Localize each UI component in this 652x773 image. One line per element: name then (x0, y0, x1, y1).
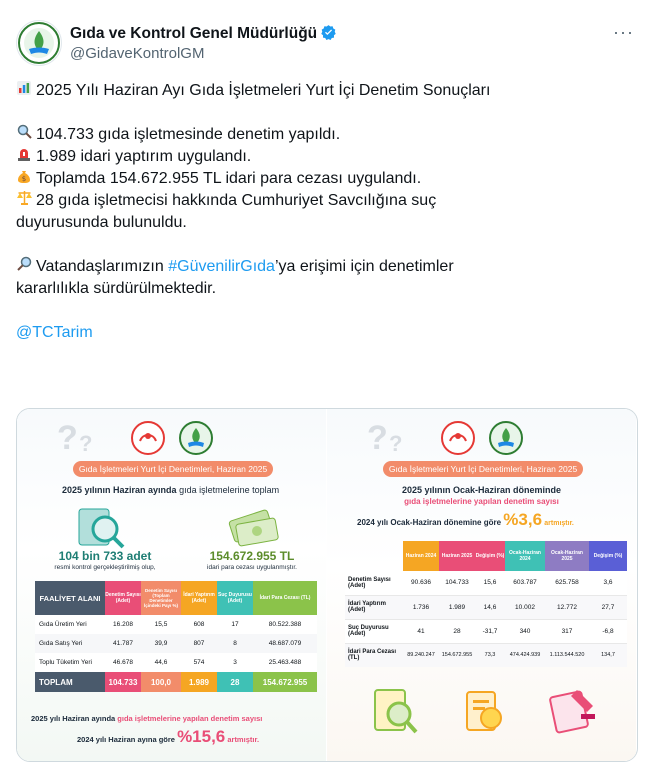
siren-icon (16, 146, 32, 168)
question-mark-decoration: ? (367, 419, 388, 457)
row-label: Suç Duyurusu (Adet) (348, 625, 389, 637)
left-ribbon: Gıda İşletmeleri Yurt İçi Denetimleri, Haziran 2025 (73, 461, 273, 477)
row-cell: 27,7 (601, 603, 615, 611)
right-table (345, 541, 627, 667)
tweet-line-5-post: ’ya erişimi için denetimler (274, 258, 454, 275)
table-row (345, 595, 627, 619)
row-cell: 340 (519, 627, 531, 635)
row-cell: 28 (453, 627, 461, 635)
right-header-h1-2024: Ocak-Haziran 2024 (505, 541, 545, 571)
total-label: TOPLAM (35, 672, 105, 692)
row-cell: 16.208 (113, 621, 133, 628)
row-label: İdari Para Cezası (TL) (348, 649, 397, 662)
left-header-share: Denetim Sayısı (Toplam Denetimler İçindeki Payı %) (141, 581, 181, 615)
right-intro-2-text: gıda işletmelerine yapılan denetim sayısı (404, 497, 559, 506)
row-cell: 25.463.488 (268, 659, 302, 666)
infographic-left[interactable] (17, 409, 326, 761)
left-header-fine: İdari Para Cezası (TL) (253, 581, 317, 615)
table-row (345, 571, 627, 595)
magnifier-icon (16, 124, 32, 146)
row-cell: 15,6 (483, 579, 497, 587)
row-label: Toplu Tüketim Yeri (39, 659, 92, 666)
tweet-line-2-text: 1.989 idari yaptırım uygulandı. (36, 148, 252, 165)
scales-icon (16, 190, 32, 212)
left-header-count: Denetim Sayısı (Adet) (105, 581, 141, 615)
left-intro (62, 485, 279, 495)
hashtag-link[interactable]: #GüvenilirGıda (168, 258, 275, 275)
stat-fines: 154.672.955 TL (209, 549, 295, 563)
right-header-change1: Değişim (%) (475, 541, 505, 571)
left-footnote-1 (31, 714, 262, 723)
account-name[interactable] (70, 24, 337, 43)
row-cell: 1.113.544.520 (549, 652, 585, 659)
row-cell: 14,6 (483, 603, 497, 611)
row-cell: 44,6 (154, 659, 168, 666)
table-row (345, 643, 627, 667)
stat-inspections: 104 bin 733 adet (58, 549, 152, 563)
right-ribbon: Gıda İşletmeleri Yurt İçi Denetimleri, Haziran 2025 (383, 461, 583, 477)
row-cell: 17 (231, 621, 239, 628)
total-cell: 28 (217, 672, 253, 692)
tweet-line-1-text: 104.733 gıda işletmesinde denetim yapıldı. (36, 126, 341, 143)
tweet-line-4b: duyurusunda bulunuldu. (16, 214, 187, 231)
right-header-blank (345, 541, 403, 571)
row-cell: 39,9 (154, 640, 168, 647)
more-icon[interactable]: ··· (613, 22, 634, 42)
tweet-line-5b: kararlılıkla sürdürülmektedir. (16, 280, 217, 297)
question-mark-decoration-small: ? (389, 431, 403, 456)
right-header-h1-2025: Ocak-Haziran 2025 (545, 541, 589, 571)
row-cell: 15,5 (154, 621, 168, 628)
ministry-logo (441, 421, 475, 455)
stat-inspections-caption: resmi kontrol gerçekleştirilmiş olup, (54, 564, 156, 571)
infographic-right[interactable] (327, 409, 636, 761)
row-cell: 807 (193, 640, 205, 647)
inspection-illustration (69, 505, 131, 549)
tweet-line-3-text: Toplamda 154.672.955 TL idari para cezası uygulandı. (36, 170, 422, 187)
row-cell: 8 (233, 640, 237, 647)
row-cell: -6,8 (602, 627, 614, 635)
total-cell: 1.989 (181, 672, 217, 692)
right-table-header (345, 541, 627, 571)
ministry-logo (131, 421, 165, 455)
row-cell: 41.787 (113, 640, 133, 647)
table-row (35, 634, 317, 653)
left-table (35, 581, 317, 692)
row-cell: 3,6 (603, 579, 613, 587)
tweet-text (16, 80, 616, 344)
tweet-title: 2025 Yılı Haziran Ayı Gıda İşletmeleri Yurt İçi Denetim Sonuçları (36, 82, 491, 99)
right-header-jun2025: Haziran 2025 (439, 541, 475, 571)
right-header-jun2024: Haziran 2024 (403, 541, 439, 571)
right-intro-2 (327, 497, 636, 506)
row-cell: 1.989 (448, 603, 466, 611)
question-mark-decoration: ? (57, 419, 78, 457)
row-cell: 48.687.079 (268, 640, 302, 647)
left-header-activity: FAALİYET ALANI (35, 581, 105, 615)
row-cell: 474.424.939 (509, 652, 541, 659)
money-bag-icon (16, 168, 32, 190)
row-label: Gıda Üretim Yeri (39, 621, 87, 628)
row-cell: 73,3 (484, 652, 496, 659)
table-row (35, 615, 317, 634)
inspection-illustration (367, 684, 419, 736)
row-cell: 3 (233, 659, 237, 666)
left-foot2-post: artmıştır. (225, 735, 260, 744)
right-intro-3-text: 2024 yılı Ocak-Haziran dönemine göre (357, 518, 502, 527)
svg-text:$: $ (21, 175, 27, 183)
account-name-text[interactable]: Gıda ve Kontrol Genel Müdürlüğü (70, 25, 318, 42)
row-cell: 134,7 (601, 652, 615, 659)
avatar[interactable] (16, 20, 62, 66)
row-label: Denetim Sayısı (Adet) (348, 576, 391, 589)
right-percent: %3,6 (503, 510, 543, 529)
row-cell: 317 (561, 627, 573, 635)
row-cell: 625.758 (555, 579, 579, 587)
row-cell: 104.733 (445, 579, 469, 587)
complaint-illustration (547, 684, 599, 736)
gkgm-logo (489, 421, 523, 455)
tweet-line-3 (16, 168, 616, 190)
left-header-sanction: İdari Yaptırım (Adet) (181, 581, 217, 615)
row-label: İdari Yaptırım (Adet) (348, 601, 386, 613)
fine-illustration (457, 684, 509, 736)
left-intro-rest: gıda işletmelerine toplam (176, 485, 280, 495)
row-cell: 90.636 (411, 579, 431, 587)
tweet-line-1 (16, 124, 616, 146)
media-grid[interactable] (16, 408, 638, 762)
question-mark-decoration-small: ? (79, 431, 93, 456)
row-cell: 1.736 (412, 603, 430, 611)
account-handle[interactable]: @GidaveKontrolGM (70, 45, 205, 62)
left-table-header (35, 581, 317, 615)
table-row (35, 653, 317, 672)
tweet-line-2 (16, 146, 616, 168)
row-cell: 41 (417, 627, 425, 635)
right-percent-post: artmıştır. (544, 520, 574, 527)
row-cell: 10.002 (515, 603, 535, 611)
left-foot1-highlight: gıda işletmelerine yapılan denetim sayısı (117, 714, 263, 723)
total-cell: 154.672.955 (253, 672, 317, 692)
left-intro-bold: 2025 yılının Haziran ayında (62, 485, 177, 495)
left-header-complaint: Suç Duyurusu (Adet) (217, 581, 253, 615)
table-row (345, 619, 627, 643)
total-cell: 100,0 (141, 672, 181, 692)
left-footnote-2 (77, 727, 259, 747)
row-cell: 46.678 (113, 659, 133, 666)
search-icon (16, 256, 32, 278)
mention-link[interactable]: @TCTarim (16, 324, 93, 341)
money-illustration (223, 505, 283, 549)
table-total-row (35, 672, 317, 692)
row-cell: 12.772 (557, 603, 577, 611)
tweet-line-5 (16, 256, 616, 278)
left-foot1-pre: 2025 yılı Haziran ayında (31, 714, 118, 723)
right-intro-3 (357, 510, 574, 530)
left-foot2-percent: %15,6 (177, 727, 226, 746)
gkgm-logo (179, 421, 213, 455)
chart-icon (16, 80, 32, 102)
row-label: Gıda Satış Yeri (39, 640, 83, 647)
verified-icon (320, 24, 337, 41)
row-cell: 80.522.388 (268, 621, 302, 628)
tweet-line-5-pre: Vatandaşlarımızın (36, 258, 169, 275)
tweet-title-line (16, 80, 616, 102)
row-cell: 89.240.247 (407, 652, 435, 659)
row-cell: 154.672.955 (441, 652, 473, 659)
row-cell: -31,7 (482, 627, 498, 635)
row-cell: 603.787 (513, 579, 537, 587)
right-header-change2: Değişim (%) (589, 541, 627, 571)
right-intro-1: 2025 yılının Ocak-Haziran döneminde (401, 485, 562, 495)
row-cell: 608 (193, 621, 205, 628)
tweet-line-4 (16, 190, 616, 212)
total-cell: 104.733 (105, 672, 141, 692)
left-foot2-pre: 2024 yılı Haziran ayına göre (77, 735, 178, 744)
row-cell: 574 (193, 659, 205, 666)
tweet-header (16, 14, 636, 70)
tweet-line-4-text: 28 gıda işletmecisi hakkında Cumhuriyet Savcılığına suç (36, 192, 437, 209)
stat-fines-caption: idari para cezası uygulanmıştır. (207, 564, 297, 571)
